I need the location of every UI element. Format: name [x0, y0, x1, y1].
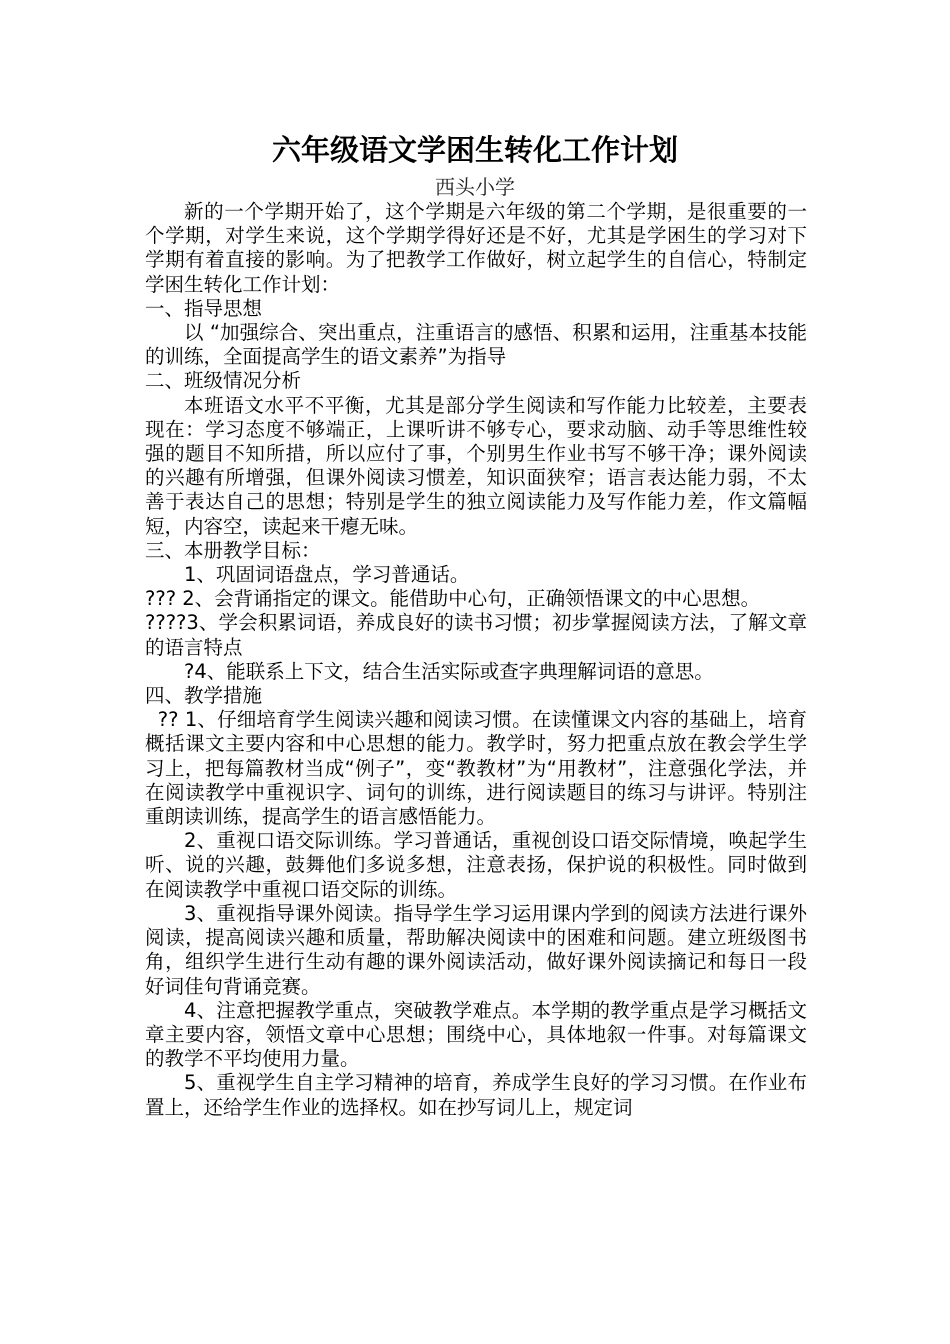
measure-item: 2、重视口语交际训练。学习普通话，重视创设口语交际情境，唤起学生听、说的兴趣，鼓舞他们多说多想，注意表扬，保护说的积极性。同时做到在阅读教学中重视口语交际的训练。	[145, 829, 807, 901]
section-heading: 一、指导思想	[145, 296, 263, 320]
measure-item: 4、注意把握教学重点，突破教学难点。本学期的教学重点是学习概括文章主要内容，领悟文章中心思想；围绕中心，具体地叙一件事。对每篇课文的教学不平均使用力量。	[145, 998, 807, 1071]
section-heading: 四、教学措施	[145, 684, 263, 708]
goal-item: ????3、学会积累词语，养成良好的读书习惯；初步掌握阅读方法，了解文章的语言特点	[145, 611, 807, 659]
section-heading: 三、本册教学目标：	[145, 538, 321, 562]
goal-item: ?4、能联系上下文，结合生活实际或查字典理解词语的意思。	[184, 659, 714, 683]
measure-item: ?? 1、仔细培育学生阅读兴趣和阅读习惯。在读懂课文内容的基础上，培育概括课文主要内容和中心思想的能力。教学时，努力把重点放在教会学生学习上，把每篇教材当成“例子”，变“教教材”为“用教材”，注意强化学法，并在阅读教学中重视识字、词句的训练，进行阅读题目的练习与讲评。特别注重朗读训练，提高学生的语言感悟能力。	[145, 708, 807, 829]
school-name: 西头小学	[435, 175, 515, 199]
section-heading: 二、班级情况分析	[145, 369, 302, 393]
document-body	[145, 200, 807, 1120]
goal-item: ??? 2、会背诵指定的课文。能借助中心句，正确领悟课文的中心思想。	[145, 587, 761, 611]
intro-paragraph: 新的一个学期开始了，这个学期是六年级的第二个学期，是很重要的一个学期，对学生来说，这个学期学得好还是不好，尤其是学困生的学习对下学期有着直接的影响。为了把教学工作做好，树立起学生的自信心，特制定学困生转化工作计划：	[145, 200, 807, 296]
section-paragraph: 本班语文水平不平衡，尤其是部分学生阅读和写作能力比较差，主要表现在：学习态度不够端正，上课听讲不够专心，要求动脑、动手等思维性较强的题目不知所措，所以应付了事，个别男生作业书写不够干净；课外阅读的兴趣有所增强，但课外阅读习惯差，知识面狭窄；语言表达能力弱，不太善于表达自己的思想；特别是学生的独立阅读能力及写作能力差，作文篇幅短，内容空，读起来干瘪无味。	[145, 393, 807, 538]
goal-item: 1、巩固词语盘点，学习普通话。	[184, 563, 470, 587]
measure-item: 3、重视指导课外阅读。指导学生学习运用课内学到的阅读方法进行课外阅读，提高阅读兴趣和质量，帮助解决阅读中的困难和问题。建立班级图书角，组织学生进行生动有趣的课外阅读活动，做好课外阅读摘记和每日一段好词佳句背诵竞赛。	[145, 901, 807, 998]
section-paragraph: 以 “加强综合、突出重点，注重语言的感悟、积累和运用，注重基本技能的训练，全面提高学生的语文素养”为指导	[145, 321, 807, 369]
measure-item: 5、重视学生自主学习精神的培育，养成学生良好的学习习惯。在作业布置上，还给学生作业的选择权。如在抄写词儿上，规定词	[145, 1071, 807, 1119]
document-title: 六年级语文学困生转化工作计划	[271, 133, 678, 167]
